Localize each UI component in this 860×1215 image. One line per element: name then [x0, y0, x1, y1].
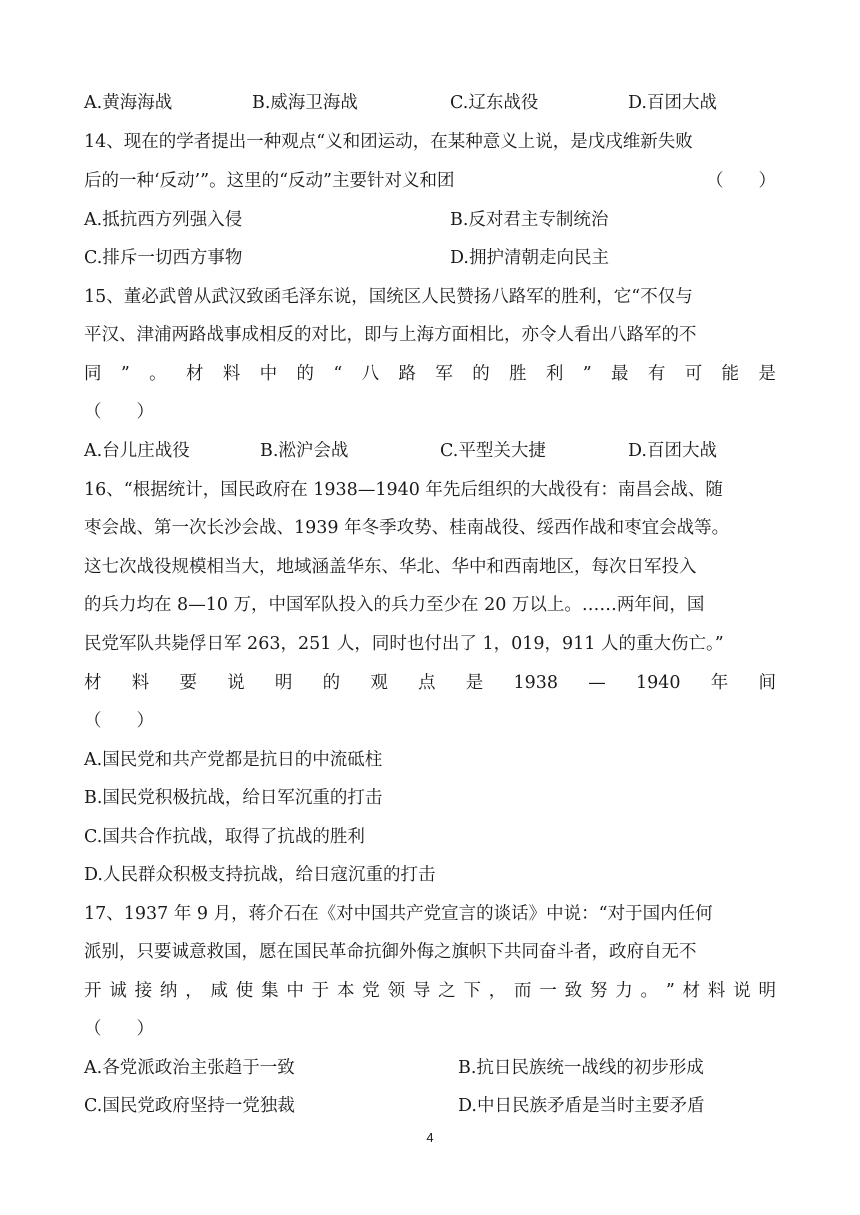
page-number: 4	[426, 1130, 434, 1145]
q17-option-a: A.各党派政治主张趋于一致	[84, 1058, 295, 1078]
q16-option-c: C.国共合作抗战，取得了抗战的胜利	[84, 827, 365, 847]
q14-stem-line-1: 14、现在的学者提出一种观点“义和团运动，在某种意义上说，是戊戌维新失败	[84, 132, 693, 152]
q15-option-b: B.淞沪会战	[260, 441, 349, 461]
q14-option-d: D.拥护清朝走向民主	[450, 248, 609, 268]
q14-stem-text: 后的一种‘反动’”。这里的“反动”主要针对义和团	[84, 171, 455, 191]
q16-stem-line-5: 民党军队共毙俘日军 263，251 人，同时也付出了 1，019，911 人的重大伤亡。”	[84, 634, 724, 654]
q13-option-a: A.黄海海战	[84, 93, 173, 113]
q14-options-row-1	[84, 208, 776, 232]
q14-answer-blank: （ ）	[706, 171, 776, 191]
q16-stem-line-6: 材 料 要 说 明 的 观 点 是 1938 — 1940 年 间	[84, 673, 776, 693]
q17-stem-line-1: 17、1937 年 9 月，蒋介石在《对中国共产党宣言的谈话》中说：“对于国内任何	[84, 904, 713, 924]
q17-options-row-1	[84, 1056, 776, 1080]
q15-answer-blank: （ ）	[84, 402, 154, 422]
q14-stem-line-2	[84, 169, 776, 193]
q17-option-c: C.国民党政府坚持一党独裁	[84, 1096, 295, 1116]
q17-stem-line-3: 开 诚 接 纳 ， 咸 使 集 中 于 本 党 领 导 之 下 ， 而 一 致 努 力 。 ” 材 料 说 明	[84, 981, 776, 1001]
q14-options-row-2	[84, 246, 776, 270]
q16-answer-blank: （ ）	[84, 711, 154, 731]
q16-stem-line-4: 的兵力均在 8—10 万，中国军队投入的兵力至少在 20 万以上。……两年间，国	[84, 595, 705, 615]
q17-option-b: B.抗日民族统一战线的初步形成	[458, 1058, 704, 1078]
q14-option-b: B.反对君主专制统治	[450, 210, 609, 230]
q16-option-b: B.国民党积极抗战，给日军沉重的打击	[84, 788, 383, 808]
q16-stem-line-1: 16、“根据统计，国民政府在 1938—1940 年先后组织的大战役有：南昌会战、随	[84, 480, 723, 500]
q16-stem-line-3: 这七次战役规模相当大，地域涵盖华东、华北、华中和西南地区，每次日军投入	[84, 557, 697, 577]
q15-stem-line-1: 15、董必武曾从武汉致函毛泽东说，国统区人民赞扬八路军的胜利，它“不仅与	[84, 287, 693, 307]
q17-stem-line-2: 派别，只要诚意救国，愿在国民革命抗御外侮之旗帜下共同奋斗者，政府自无不	[84, 942, 697, 962]
q13-option-b: B.威海卫海战	[252, 93, 358, 113]
q14-option-a: A.抵抗西方列强入侵	[84, 210, 243, 230]
q17-options-row-2	[84, 1094, 776, 1118]
q15-stem-line-2: 平汉、津浦两路战事成相反的对比，即与上海方面相比，亦令人看出八路军的不	[84, 325, 697, 345]
q13-options	[84, 91, 776, 115]
q17-answer-blank: （ ）	[84, 1019, 154, 1039]
q15-stem-line-3: 同 ” 。 材 料 中 的 “ 八 路 军 的 胜 利 ” 最 有 可 能 是	[84, 364, 776, 384]
q14-option-c: C.排斥一切西方事物	[84, 248, 243, 268]
q13-option-d: D.百团大战	[628, 93, 717, 113]
q16-stem-line-2: 枣会战、第一次长沙会战、1939 年冬季攻势、桂南战役、绥西作战和枣宜会战等。	[84, 518, 730, 538]
q15-options	[84, 439, 776, 463]
q16-option-a: A.国民党和共产党都是抗日的中流砥柱	[84, 750, 383, 770]
q15-option-a: A.台儿庄战役	[84, 441, 190, 461]
q16-option-d: D.人民群众积极支持抗战，给日寇沉重的打击	[84, 865, 436, 885]
q13-option-c: C.辽东战役	[450, 93, 539, 113]
q17-option-d: D.中日民族矛盾是当时主要矛盾	[458, 1096, 705, 1116]
q15-option-d: D.百团大战	[628, 441, 717, 461]
q15-option-c: C.平型关大捷	[440, 441, 546, 461]
